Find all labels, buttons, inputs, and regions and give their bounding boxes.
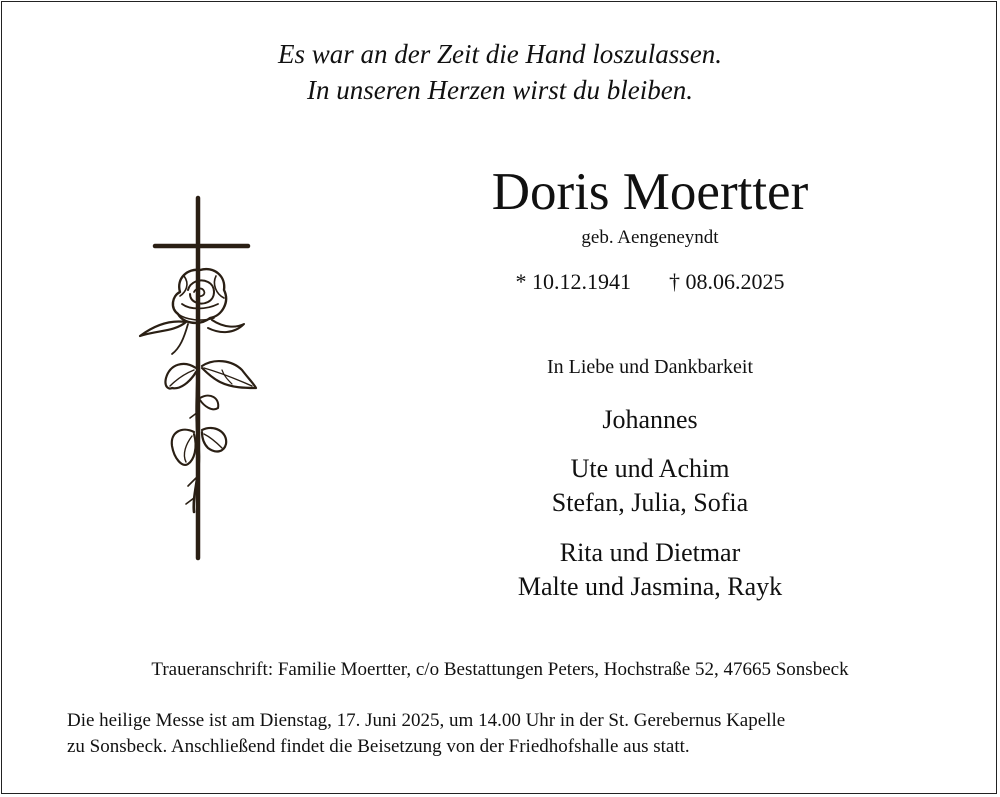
mourner-group-3 [450,536,850,604]
mourner-line: Stefan, Julia, Sofia [551,488,749,517]
mourners-intro: In Liebe und Dankbarkeit [546,356,754,378]
mourner-group-1 [450,403,850,437]
mourner-group-2 [450,452,850,520]
verse-line-1: Es war an der Zeit die Hand loszulassen. [277,39,722,69]
service-note-line-1: Die heilige Messe ist am Dienstag, 17. Juni 2025, um 14.00 Uhr in der St. Gerebernus Kapelle [67,710,786,731]
verse-line-2: In unseren Herzen wirst du bleiben. [307,75,693,105]
verse [0,36,1000,108]
cross-with-rose-icon [128,192,268,564]
mourner-line: Rita und Dietmar [559,538,741,567]
life-dates [450,268,850,296]
death-date: † 08.06.2025 [669,269,785,294]
deceased-name: Doris Moertter [491,163,809,221]
service-note-line-2: zu Sonsbeck. Anschließend findet die Beisetzung von der Friedhofshalle aus statt. [67,736,690,757]
mourner-line: Johannes [602,405,698,434]
birth-date: * 10.12.1941 [515,269,631,294]
mourning-address: Traueranschrift: Familie Moertter, c/o Bestattungen Peters, Hochstraße 52, 47665 Sonsbeck [151,659,849,680]
service-note [67,708,947,760]
maiden-name: geb. Aengeneyndt [581,227,719,248]
mourner-line: Malte und Jasmina, Rayk [517,572,783,601]
mourner-line: Ute und Achim [570,454,730,483]
